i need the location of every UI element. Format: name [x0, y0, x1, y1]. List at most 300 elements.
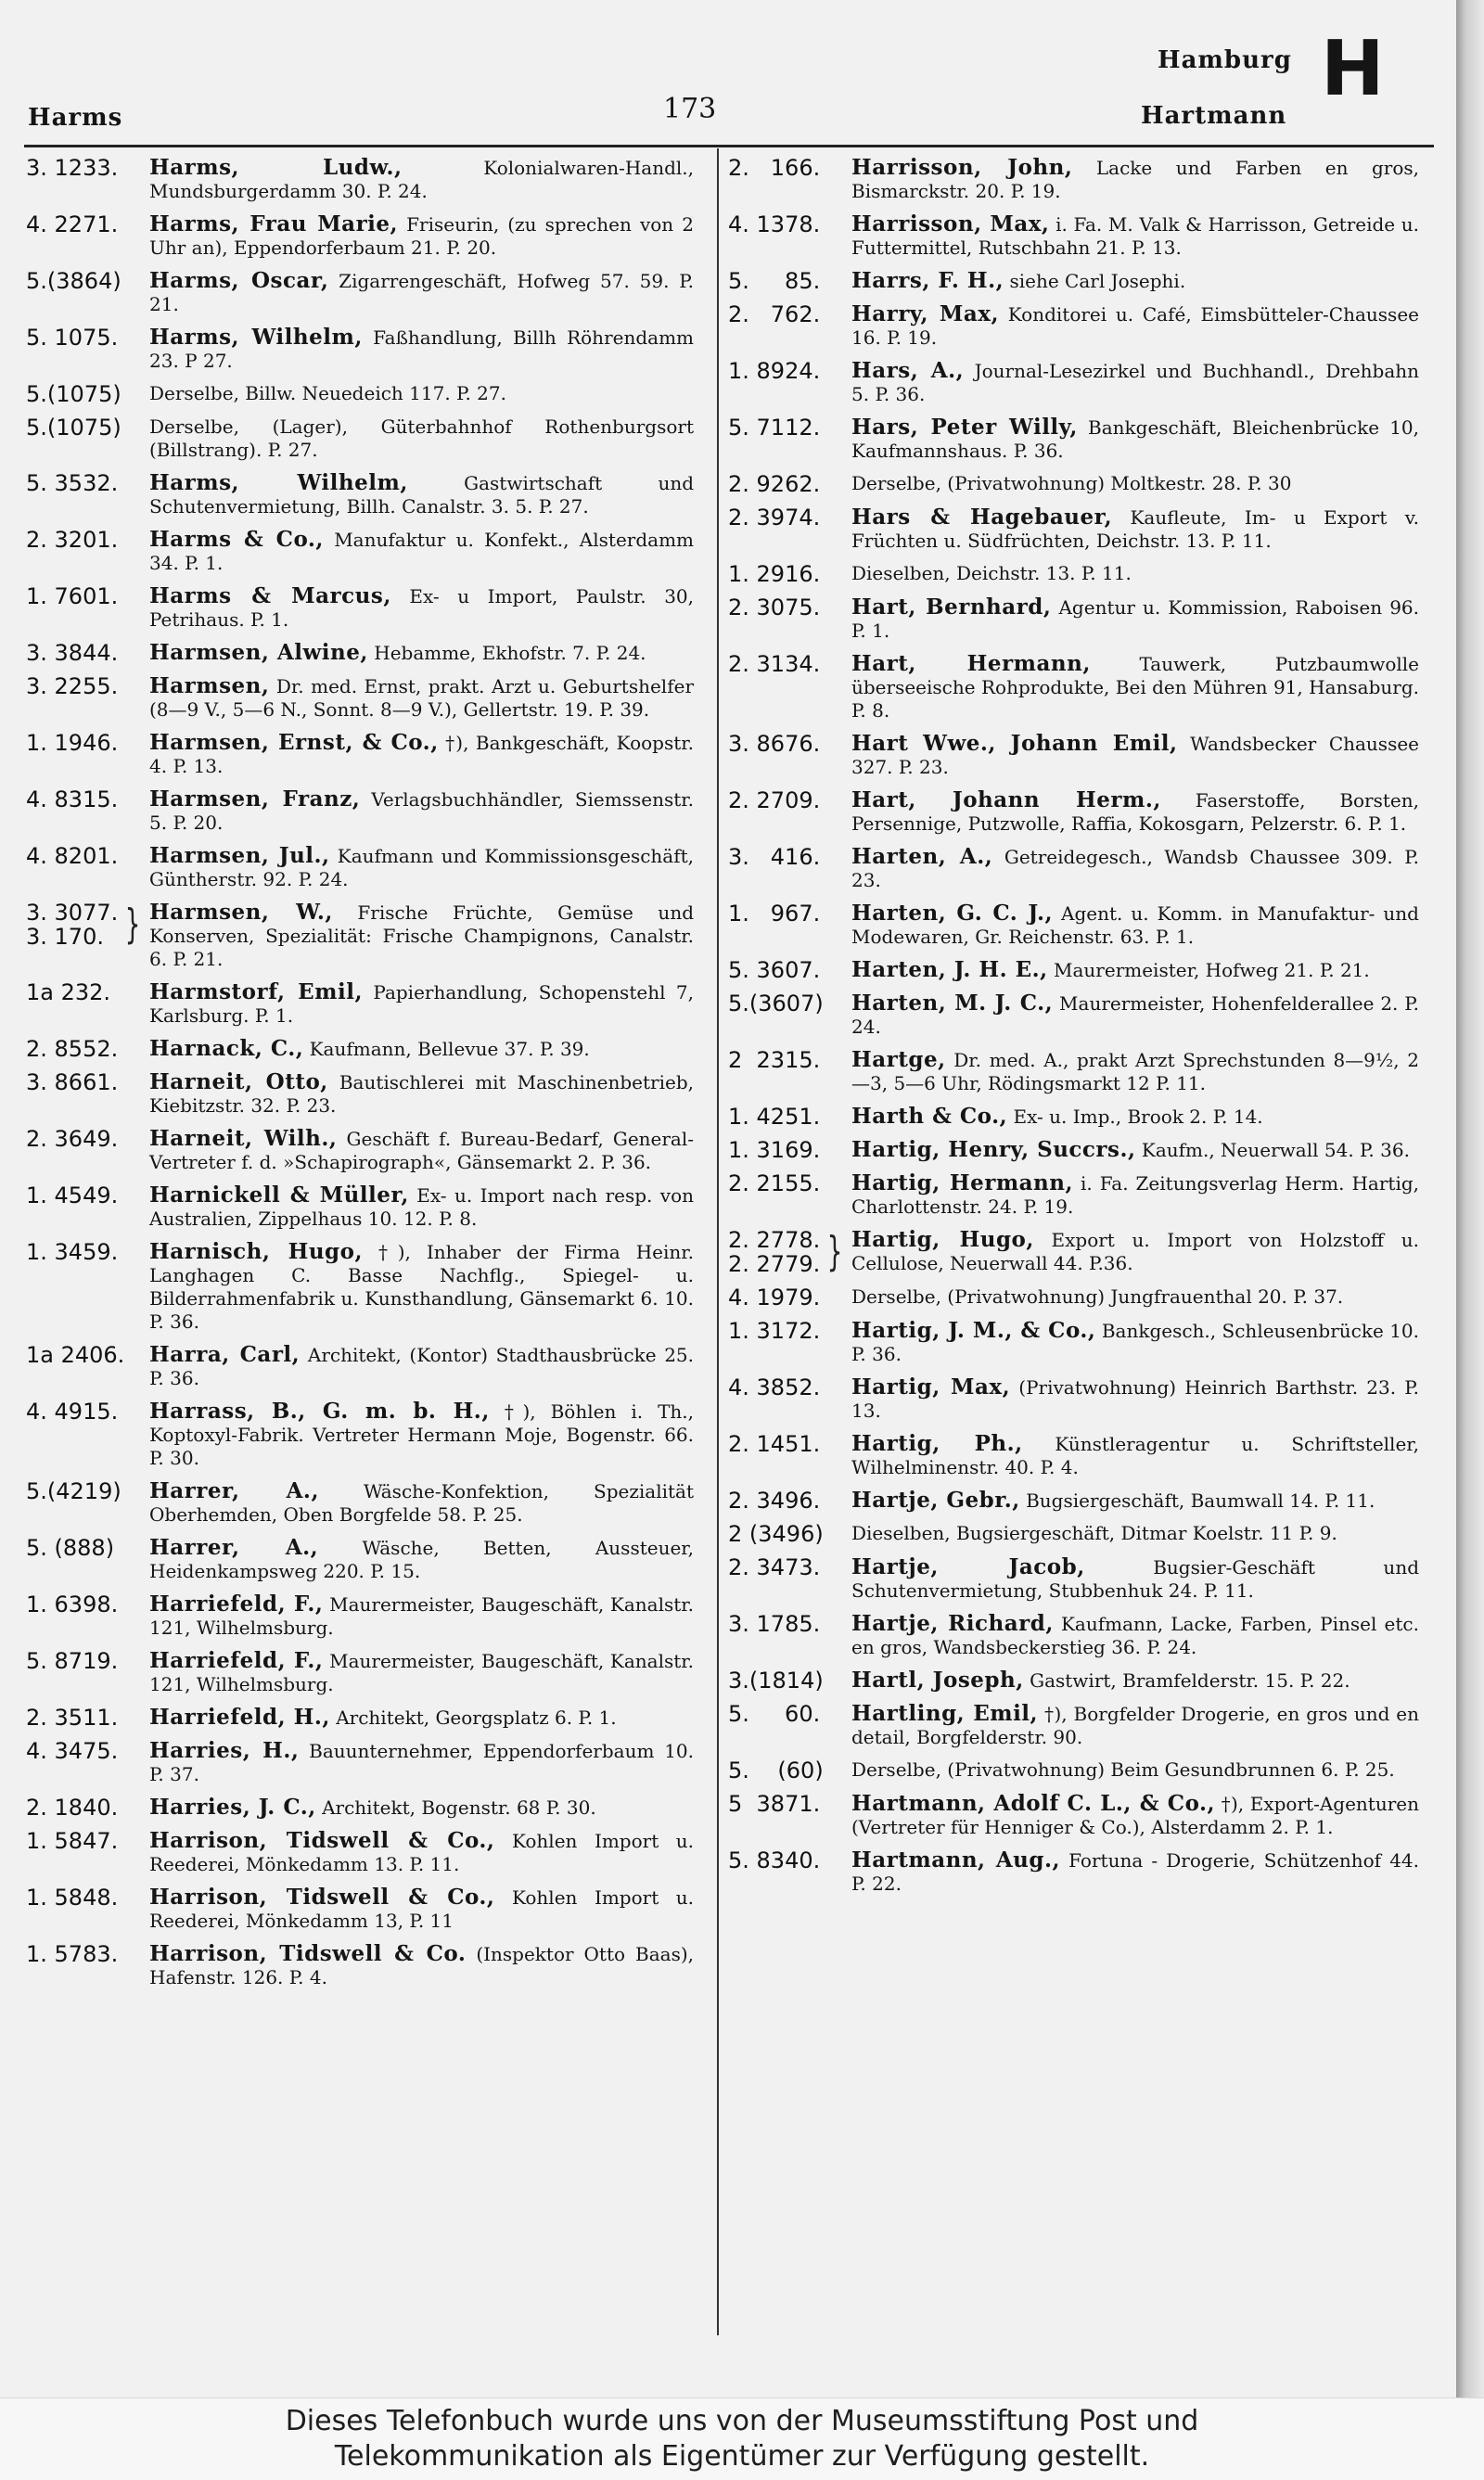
- listing-name: Hartling, Emil,: [851, 1701, 1039, 1726]
- listing-details: Fortuna - Drogerie, Schützenhof 44. P. 22.: [851, 1849, 1419, 1895]
- phone-number: 2. 3075.: [728, 594, 821, 620]
- listing-entry: [26, 1479, 694, 1527]
- listing-details: †), Inhaber der Firma Heinr. Langhagen C. Basse Nachflg., Spiegel- u. Bilderrahmenfabrik u. Kunsthandlung, Gänsemarkt 6. 10. P. 36.: [149, 1241, 694, 1333]
- listing-entry: [26, 731, 694, 778]
- listing-body: [851, 958, 1419, 982]
- listing-entry: [26, 528, 694, 575]
- phone-number: 5 3871.: [728, 1791, 821, 1817]
- listing-entry: [728, 991, 1419, 1039]
- listing-entry: [26, 1240, 694, 1334]
- listing-details: Export u. Import von Holzstoff u. Cellulose, Neuerwall 44. P.36.: [851, 1229, 1419, 1274]
- listing-details: Dr. med. A., prakt Arzt Sprechstunden 8—9½, 2—3, 5—6 Uhr, Rödingsmarkt 12 P. 11.: [851, 1049, 1419, 1094]
- listing-details: Kaufleute, Im- u Export v. Früchten u. Südfrüchten, Deichstr. 13. P. 11.: [851, 506, 1420, 552]
- listing-body: [851, 156, 1419, 203]
- phone-number: 1. 3459.: [26, 1239, 119, 1265]
- listing-name: Harrison, Tidswell & Co.,: [149, 1885, 495, 1910]
- phone-number: 5. 3607.: [728, 957, 821, 983]
- listing-body: [149, 1706, 694, 1730]
- listing-name: Harms, Ludw.,: [149, 155, 403, 180]
- listing-entry: [26, 1796, 694, 1820]
- listing-details: Bauunternehmer, Eppendorferbaum 10. P. 37.: [149, 1740, 694, 1785]
- listing-details: Architekt, Bogenstr. 68 P. 30.: [322, 1796, 596, 1819]
- header-rule: [24, 145, 1434, 147]
- listing-entry: [728, 595, 1419, 643]
- listing-body: [851, 1048, 1419, 1095]
- page-edge-shadow: [1456, 0, 1484, 2397]
- phone-number: 1a 232.: [26, 979, 111, 1005]
- listing-name: Harmstorf, Emil,: [149, 979, 363, 1004]
- listing-body: [149, 641, 694, 665]
- listing-entry: [26, 1536, 694, 1583]
- listing-body: [851, 1138, 1419, 1162]
- phone-number: 5.(1075): [26, 381, 122, 407]
- listing-details: Papierhandlung, Schopenstehl 7, Karlsburg. P. 1.: [149, 981, 694, 1027]
- listing-name: Hartig, Henry, Succrs.,: [851, 1137, 1136, 1162]
- listing-body: [149, 415, 694, 462]
- listing-details: Derselbe, (Privatwohnung) Jungfrauenthal 20. P. 37.: [851, 1285, 1344, 1308]
- listing-details: Konditorei u. Café, Eimsbütteler-Chaussee 16. P. 19.: [851, 303, 1419, 349]
- listing-entry: [26, 1343, 694, 1390]
- listing-body: [149, 674, 694, 722]
- listing-name: Harrer, A.,: [149, 1535, 319, 1560]
- listing-details: Kaufm., Neuerwall 54. P. 36.: [1141, 1139, 1410, 1161]
- listing-body: [851, 212, 1419, 260]
- listing-name: Hartje, Jacob,: [851, 1554, 1085, 1579]
- listing-name: Hars, A.,: [851, 358, 965, 383]
- footer-credit-line-2: Telekommunikation als Eigentümer zur Verfügung gestellt.: [334, 2440, 1150, 2473]
- phone-number: 1. 967.: [728, 901, 821, 927]
- listing-details: Dieselben, Bugsiergeschäft, Ditmar Koelstr. 11 P. 9.: [851, 1522, 1337, 1544]
- phone-number: 4. 3852.: [728, 1374, 821, 1400]
- listing-body: [149, 1942, 694, 1989]
- listing-name: Hartmann, Adolf C. L., & Co.,: [851, 1791, 1216, 1816]
- phone-number: 5. (888): [26, 1535, 115, 1561]
- listing-details: Bugsiergeschäft, Baumwall 14. P. 11.: [1026, 1489, 1375, 1512]
- listing-entry: [728, 1432, 1419, 1479]
- listing-entry: [728, 1319, 1419, 1366]
- listing-name: Harriefeld, F.,: [149, 1592, 324, 1617]
- listing-name: Hart, Bernhard,: [851, 594, 1052, 620]
- listing-details: Ex- u. Imp., Brook 2. P. 14.: [1013, 1106, 1263, 1128]
- listing-body: [851, 1522, 1419, 1545]
- listing-entry: [728, 1702, 1419, 1749]
- listing-name: Hartig, Max,: [851, 1374, 1011, 1400]
- listing-entry-group: [26, 901, 694, 971]
- listing-details: Bugsier-Geschäft und Schutenvermietung, Stubbenhuk 24. P. 11.: [851, 1556, 1419, 1602]
- listing-entry: [728, 845, 1419, 892]
- listing-entry: [728, 505, 1419, 553]
- listing-details: Lacke und Farben en gros, Bismarckstr. 20. P. 19.: [851, 157, 1419, 202]
- listing-body: [851, 1612, 1419, 1659]
- listing-body: [851, 991, 1419, 1039]
- listing-details: Derselbe, Billw. Neuedeich 117. P. 27.: [149, 382, 506, 404]
- phone-number: 2. 3134.: [728, 651, 821, 677]
- phone-number: 5. 8340.: [728, 1847, 821, 1873]
- brace-mark: }: [124, 901, 141, 948]
- listing-entry: [728, 1375, 1419, 1423]
- listing-entry: [728, 732, 1419, 779]
- phone-number: 5.(3607): [728, 991, 824, 1016]
- phone-number: 3. 170.: [26, 924, 104, 950]
- listing-name: Harten, M. J. C.,: [851, 991, 1054, 1016]
- phone-number: 1. 3169.: [728, 1137, 821, 1163]
- listing-body: [851, 1489, 1419, 1513]
- listing-entry: [26, 1183, 694, 1231]
- listing-body: [851, 1555, 1419, 1603]
- listing-body: [851, 595, 1419, 643]
- listing-name: Hartge,: [851, 1047, 946, 1072]
- footer-credit-line-1: Dieses Telefonbuch wurde uns von der Museumsstiftung Post und: [285, 2405, 1199, 2437]
- listing-name: Harten, G. C. J.,: [851, 901, 1054, 926]
- phone-number: 1. 4549.: [26, 1182, 119, 1208]
- listing-details: Gastwirtschaft und Schutenvermietung, Billh. Canalstr. 3. 5. P. 27.: [149, 472, 695, 518]
- listing-entry: [26, 382, 694, 406]
- phone-number: 3. 3077.: [26, 900, 119, 926]
- phone-number: 4. 3475.: [26, 1738, 119, 1764]
- listing-name: Hartig, Hugo,: [851, 1227, 1034, 1252]
- phone-number: 1. 4251.: [728, 1104, 821, 1130]
- listing-body: [149, 1070, 694, 1118]
- listing-body: [851, 1171, 1419, 1219]
- listing-body: [149, 901, 694, 971]
- listing-entry: [26, 641, 694, 665]
- listing-name: Harmsen, Franz,: [149, 786, 361, 812]
- listing-body: [851, 269, 1419, 293]
- listing-body: [851, 1792, 1419, 1839]
- listing-entry: [728, 652, 1419, 722]
- listing-entry: [728, 212, 1419, 260]
- phone-number: 1. 5848.: [26, 1885, 119, 1911]
- listing-entry: [26, 1739, 694, 1786]
- listing-name: Harth & Co.,: [851, 1104, 1008, 1129]
- listing-body: [851, 302, 1419, 350]
- listing-name: Harms & Co.,: [149, 527, 324, 552]
- listing-entry: [728, 1285, 1419, 1310]
- listing-details: Kohlen Import u. Reederei, Mönkedamm 13. P. 11.: [149, 1830, 695, 1875]
- phone-number: 2. 166.: [728, 155, 821, 181]
- phone-number: 2. 2709.: [728, 787, 821, 813]
- listing-details: Dr. med. Ernst, prakt. Arzt u. Geburtshelfer (8—9 V., 5—6 N., Sonnt. 8—9 V.), Gellertstr. 19. P. 39.: [149, 675, 695, 721]
- listing-details: Dieselben, Deichstr. 13. P. 11.: [851, 562, 1132, 584]
- phone-number: 2. 3511.: [26, 1705, 119, 1731]
- listing-name: Harnack, C.,: [149, 1036, 304, 1061]
- phone-number: 2 (3496): [728, 1521, 824, 1547]
- column-divider: [717, 148, 719, 2335]
- listing-details: Wäsche, Betten, Aussteuer, Heidenkampsweg 220. P. 15.: [149, 1537, 695, 1582]
- listing-entry: [728, 1105, 1419, 1129]
- phone-number: 4. 8315.: [26, 786, 119, 812]
- listing-details: (Privatwohnung) Heinrich Barthstr. 23. P. 13.: [851, 1376, 1419, 1422]
- listing-entry: [26, 269, 694, 316]
- listing-name: Hartig, Ph.,: [851, 1431, 1023, 1456]
- listing-body: [149, 844, 694, 891]
- listing-details: Maurermeister, Baugeschäft, Kanalstr. 121, Wilhelmsburg.: [149, 1593, 694, 1639]
- phone-number: 4. 2271.: [26, 211, 119, 237]
- listing-entry: [26, 415, 694, 462]
- listing-name: Harrisson, Max,: [851, 211, 1050, 236]
- listing-body: [149, 1536, 694, 1583]
- listing-body: [851, 1375, 1419, 1423]
- left-column: [26, 156, 694, 1999]
- listing-entry: [26, 1400, 694, 1470]
- phone-number: 1a 2406.: [26, 1342, 125, 1368]
- listing-details: (Inspektor Otto Baas), Hafenstr. 126. P. 4.: [149, 1943, 694, 1988]
- listing-details: Derselbe, (Privatwohnung) Moltkestr. 28. P. 30: [851, 472, 1292, 494]
- listing-name: Harra, Carl,: [149, 1342, 301, 1367]
- phone-number: 2. 2779.: [728, 1251, 821, 1277]
- listing-entry: [728, 1489, 1419, 1513]
- listing-details: siehe Carl Josephi.: [1009, 270, 1186, 292]
- listing-entry: [728, 901, 1419, 949]
- listing-details: Kohlen Import u. Reederei, Mönkedamm 13, P. 11: [149, 1886, 695, 1932]
- phone-number: 4. 4915.: [26, 1399, 119, 1425]
- listing-name: Harrison, Tidswell & Co.,: [149, 1828, 495, 1853]
- phone-number: 2. 2155.: [728, 1170, 821, 1196]
- listing-body: [149, 528, 694, 575]
- listing-body: [851, 562, 1419, 585]
- listing-name: Harneit, Otto,: [149, 1069, 328, 1094]
- listing-body: [149, 1240, 694, 1334]
- listing-entry: [26, 1706, 694, 1730]
- phone-number-stack: [26, 901, 118, 949]
- listing-name: Harmsen, Jul.,: [149, 843, 330, 868]
- listing-details: Gastwirt, Bramfelderstr. 15. P. 22.: [1030, 1669, 1350, 1692]
- listing-entry: [26, 787, 694, 835]
- phone-number-group: [728, 1228, 851, 1276]
- listing-details: Künstleragentur u. Schriftsteller, Wilhelminenstr. 40. P. 4.: [851, 1433, 1419, 1478]
- listing-details: Wandsbecker Chaussee 327. P. 23.: [851, 733, 1420, 778]
- phone-number: 5. (60): [728, 1758, 824, 1783]
- listing-body: [149, 1400, 694, 1470]
- listing-entry: [26, 1127, 694, 1174]
- listing-details: Ex- u Import, Paulstr. 30, Petrihaus. P. 1.: [149, 585, 694, 631]
- listing-details: Maurermeister, Hohenfelderallee 2. P. 24.: [851, 992, 1420, 1038]
- listing-entry: [728, 1555, 1419, 1603]
- phone-number: 3. 2255.: [26, 673, 119, 699]
- listing-name: Harries, H.,: [149, 1738, 300, 1763]
- listing-body: [149, 1343, 694, 1390]
- phone-number: 5.(1075): [26, 415, 122, 441]
- listing-body: [149, 212, 694, 260]
- listing-name: Harrisson, John,: [851, 155, 1073, 180]
- listing-details: Architekt, Georgsplatz 6. P. 1.: [336, 1707, 617, 1729]
- listing-entry: [26, 1649, 694, 1696]
- header-section-letter: H: [1321, 25, 1385, 113]
- listing-details: i. Fa. M. Valk & Harrisson, Getreide u. Futtermittel, Rutschbahn 21. P. 13.: [851, 213, 1420, 259]
- listing-entry-group: [728, 1228, 1419, 1276]
- listing-body: [851, 505, 1419, 553]
- listing-entry: [728, 1171, 1419, 1219]
- listing-name: Harriefeld, H.,: [149, 1705, 330, 1730]
- listing-entry: [728, 359, 1419, 406]
- listing-body: [851, 415, 1419, 463]
- listing-entry: [728, 1048, 1419, 1095]
- listing-details: †), Borgfelder Drogerie, en gros und en detail, Borgfelderstr. 90.: [851, 1703, 1419, 1748]
- listing-entry: [728, 1522, 1419, 1546]
- listing-entry: [728, 1758, 1419, 1783]
- brace-mark: }: [826, 1228, 843, 1275]
- listing-details: Getreidegesch., Wandsb Chaussee 309. P. 23.: [851, 846, 1420, 891]
- phone-number: 2. 2778.: [728, 1227, 821, 1253]
- phone-number: 5.(3864): [26, 268, 122, 294]
- right-column: [728, 156, 1419, 1905]
- listing-details: Ex- u. Import nach resp. von Australien, Zippelhaus 10. 12. P. 8.: [149, 1184, 695, 1230]
- listing-details: i. Fa. Zeitungsverlag Herm. Hartig, Charlottenstr. 24. P. 19.: [851, 1172, 1420, 1218]
- listing-name: Harries, J. C.,: [149, 1795, 316, 1820]
- listing-entry: [26, 1592, 694, 1640]
- phone-number: 1. 2916.: [728, 561, 821, 587]
- listing-details: Agentur u. Kommission, Raboisen 96. P. 1.: [851, 596, 1419, 642]
- listing-name: Harten, A.,: [851, 844, 993, 869]
- listing-details: Journal-Lesezirkel und Buchhandl., Drehbahn 5. P. 36.: [851, 360, 1420, 405]
- listing-entry: [728, 1848, 1419, 1896]
- listing-name: Hart, Johann Herm.,: [851, 787, 1161, 812]
- listing-entry: [728, 472, 1419, 496]
- header-city: Hamburg: [1158, 46, 1292, 74]
- listing-body: [149, 787, 694, 835]
- listing-entry: [728, 415, 1419, 463]
- listing-details: Wäsche-Konfektion, Spezialität Oberhemden, Oben Borgfelde 58. P. 25.: [149, 1480, 694, 1526]
- phone-number: 3. 1785.: [728, 1611, 821, 1637]
- listing-entry: [26, 1037, 694, 1061]
- listing-details: Agent. u. Komm. in Manufaktur- und Modewaren, Gr. Reichenstr. 63. P. 1.: [851, 902, 1419, 948]
- listing-entry: [728, 156, 1419, 203]
- listing-body: [851, 1432, 1419, 1479]
- phone-number: 5. 60.: [728, 1701, 821, 1727]
- listing-details: Tauwerk, Putzbaumwolle überseeische Rohprodukte, Bei den Mühren 91, Hansaburg. P. 8.: [851, 653, 1419, 722]
- listing-body: [149, 1479, 694, 1527]
- listing-details: †), Bankgeschäft, Koopstr. 4. P. 13.: [149, 732, 694, 777]
- listing-entry: [26, 156, 694, 203]
- listing-body: [149, 1037, 694, 1061]
- listing-name: Harms, Oscar,: [149, 268, 329, 293]
- listing-name: Harmsen, Ernst, & Co.,: [149, 730, 439, 755]
- listing-body: [851, 1319, 1419, 1366]
- phone-number: 2. 762.: [728, 301, 821, 327]
- listing-body: [851, 1285, 1419, 1309]
- listing-entry: [26, 1886, 694, 1933]
- listing-details: Derselbe, (Privatwohnung) Beim Gesundbrunnen 6. P. 25.: [851, 1758, 1395, 1781]
- listing-name: Harry, Max,: [851, 301, 1000, 326]
- phone-number-stack: [728, 1228, 820, 1276]
- listing-details: Kaufmann, Lacke, Farben, Pinsel etc. en gros, Wandsbeckerstieg 36. P. 24.: [851, 1613, 1419, 1658]
- listing-details: Hebamme, Ekhofstr. 7. P. 24.: [374, 642, 646, 664]
- listing-details: Kaufmann, Bellevue 37. P. 39.: [309, 1038, 590, 1060]
- phone-number: 1. 1946.: [26, 730, 119, 756]
- phone-number: 1. 6398.: [26, 1592, 119, 1617]
- phone-number-group: [26, 901, 149, 949]
- listing-name: Harrass, B., G. m. b. H.,: [149, 1399, 490, 1424]
- listing-body: [149, 1183, 694, 1231]
- listing-entry: [728, 958, 1419, 982]
- phone-number: 4. 1378.: [728, 211, 821, 237]
- listing-details: Manufaktur u. Konfekt., Alsterdamm 34. P. 1.: [149, 529, 694, 574]
- listing-body: [851, 1105, 1419, 1129]
- phone-number: 2. 3649.: [26, 1126, 119, 1152]
- listing-details: †), Export-Agenturen (Vertreter für Henniger & Co.), Alsterdamm 2. P. 1.: [851, 1793, 1419, 1838]
- listing-body: [149, 269, 694, 316]
- listing-entry: [728, 302, 1419, 350]
- listing-body: [149, 1127, 694, 1174]
- listing-body: [851, 901, 1419, 949]
- phone-number: 3. 1233.: [26, 155, 119, 181]
- phone-number: 4. 1979.: [728, 1285, 821, 1310]
- listing-body: [851, 732, 1419, 779]
- listing-name: Hartje, Richard,: [851, 1611, 1054, 1636]
- listing-body: [149, 1829, 694, 1876]
- listing-name: Harmsen, Alwine,: [149, 640, 368, 665]
- listing-name: Harrer, A.,: [149, 1478, 319, 1503]
- listing-name: Harnisch, Hugo,: [149, 1239, 363, 1264]
- listing-details: Zigarrengeschäft, Hofweg 57. 59. P. 21.: [149, 270, 694, 315]
- phone-number: 2 2315.: [728, 1047, 821, 1073]
- listing-entry: [26, 584, 694, 632]
- listing-details: Bankgesch., Schleusenbrücke 10. P. 36.: [851, 1320, 1419, 1365]
- listing-entry: [26, 326, 694, 373]
- listing-body: [851, 788, 1419, 836]
- listing-entry: [728, 1612, 1419, 1659]
- phone-number: 3.(1814): [728, 1668, 824, 1694]
- listing-details: Derselbe, (Lager), Güterbahnhof Rothenburgsort (Billstrang). P. 27.: [149, 415, 694, 461]
- phone-number: 3. 8661.: [26, 1069, 119, 1095]
- listing-details: Maurermeister, Baugeschäft, Kanalstr. 121, Wilhelmsburg.: [149, 1650, 694, 1695]
- listing-entry: [26, 980, 694, 1028]
- phone-number: 2. 3473.: [728, 1554, 821, 1580]
- phone-number: 5. 7112.: [728, 415, 821, 441]
- listing-entry: [26, 212, 694, 260]
- phone-number: 2. 9262.: [728, 471, 821, 497]
- phone-number: 3. 3844.: [26, 640, 119, 666]
- listing-body: [851, 652, 1419, 722]
- listing-entry: [26, 1829, 694, 1876]
- listing-entry: [26, 1942, 694, 1989]
- listing-name: Harmsen, W.,: [149, 900, 333, 925]
- listing-name: Harrison, Tidswell & Co.: [149, 1941, 467, 1966]
- listing-body: [851, 472, 1419, 495]
- listing-body: [851, 1668, 1419, 1693]
- listing-entry: [26, 674, 694, 722]
- listing-entry: [728, 269, 1419, 293]
- phone-number: 1. 5783.: [26, 1941, 119, 1967]
- listing-details: Verlagsbuchhändler, Siemssenstr. 5. P. 20.: [149, 788, 694, 834]
- header-first-entry: Harms: [28, 104, 123, 132]
- phone-number: 2. 8552.: [26, 1036, 119, 1062]
- listing-details: †), Böhlen i. Th., Koptoxyl-Fabrik. Vertreter Hermann Moje, Bogenstr. 66. P. 30.: [149, 1400, 695, 1469]
- listing-entry: [728, 788, 1419, 836]
- listing-name: Harriefeld, F.,: [149, 1648, 324, 1673]
- phone-number: 4. 8201.: [26, 843, 119, 869]
- listing-entry: [26, 844, 694, 891]
- listing-name: Hartig, Hermann,: [851, 1170, 1074, 1195]
- footer-credit: [0, 2404, 1484, 2474]
- phone-number: 5. 85.: [728, 268, 821, 294]
- phone-number: 2. 3496.: [728, 1488, 821, 1514]
- listing-name: Harmsen,: [149, 673, 270, 698]
- listing-body: [149, 1592, 694, 1640]
- listing-details: Geschäft f. Bureau-Bedarf, General-Vertreter f. d. »Schapirograph«, Gänsemarkt 2. P. 36.: [149, 1128, 695, 1173]
- phone-number: 5. 8719.: [26, 1648, 119, 1674]
- listing-name: Harrs, F. H.,: [851, 268, 1004, 293]
- listing-body: [851, 1848, 1419, 1896]
- listing-body: [149, 1796, 694, 1820]
- listing-name: Harms & Marcus,: [149, 583, 391, 608]
- listing-body: [149, 1739, 694, 1786]
- listing-details: Friseurin, (zu sprechen von 2 Uhr an), Eppendorferbaum 21. P. 20.: [149, 213, 694, 259]
- listing-details: Kaufmann und Kommissionsgeschäft, Güntherstr. 92. P. 24.: [149, 845, 695, 890]
- phone-number: 3. 8676.: [728, 731, 821, 757]
- phone-number: 1. 7601.: [26, 583, 119, 609]
- listing-details: Frische Früchte, Gemüse und Konserven, Spezialität: Frische Champignons, Canalstr. 6. P. 21.: [149, 901, 695, 970]
